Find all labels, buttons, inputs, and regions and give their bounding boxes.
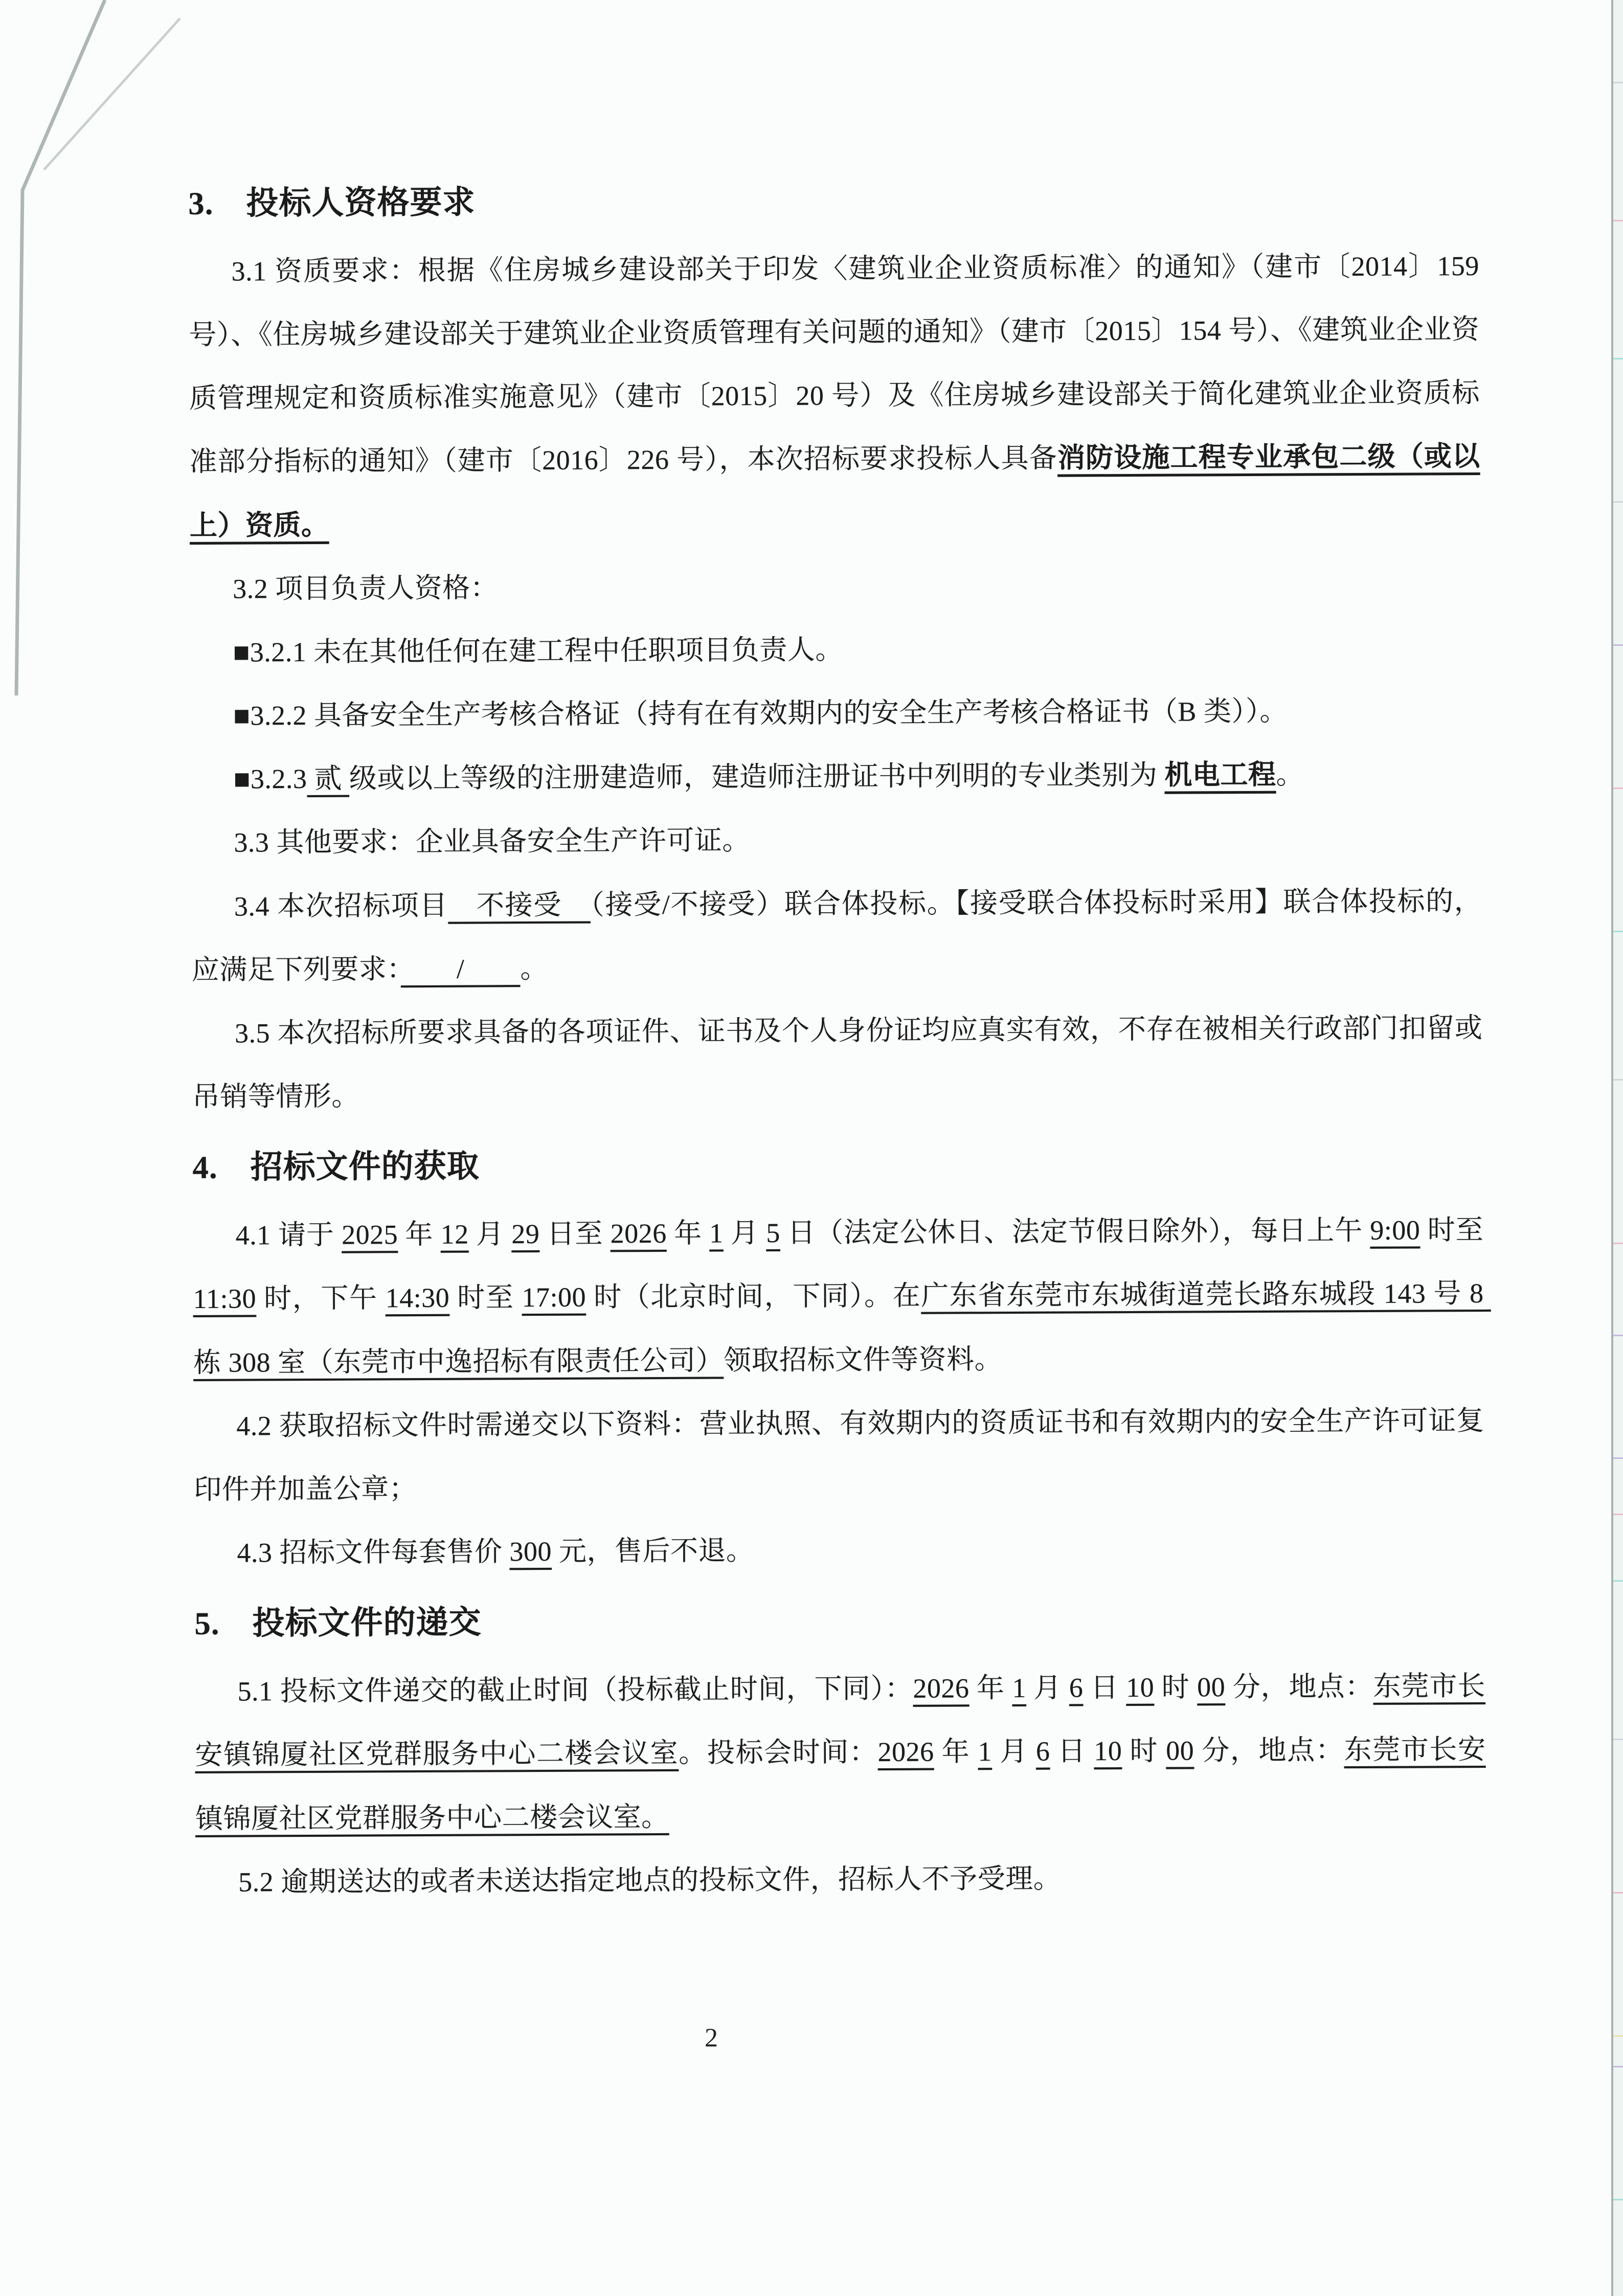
text-run: 日至 (539, 1218, 611, 1250)
text-run: 5.1 投标文件递交的截止时间（投标截止时间，下同）： (237, 1673, 913, 1707)
text-run: 东莞市长安镇锦厦社区党群服务中心二楼会议室。 (195, 1734, 1486, 1834)
ruled-line-artifact (1613, 1580, 1623, 1582)
text-run: 10 (1126, 1672, 1155, 1703)
text-run: 时 (1122, 1736, 1166, 1767)
text-run: 3.3 其他要求：企业具备安全生产许可证。 (234, 825, 750, 859)
clause-4-3 (194, 1516, 1485, 1585)
ruled-line-artifact (1613, 931, 1623, 932)
text-run: ■3.2.2 具备安全生产考核合格证（持有在有效期内的安全生产考核合格证书（B 类））。 (233, 695, 1288, 731)
ruled-line-artifact (1613, 644, 1623, 646)
ruled-line-artifact (1613, 1514, 1623, 1515)
text-run: 领取招标文件等资料。 (723, 1343, 1003, 1376)
section-4-heading (192, 1136, 1483, 1194)
text-run: 4.1 请于 (235, 1219, 342, 1251)
text-run: 5 (766, 1218, 780, 1249)
text-run: 3. 投标人资格要求 (188, 184, 476, 221)
clause-5-2 (195, 1845, 1486, 1914)
text-run: 。 (520, 953, 548, 984)
text-run: 4.2 获取招标文件时需递交以下资料：营业执照、有效期内的资质证书和有效期内的安全生产许可证复印件并加盖公章； (194, 1405, 1484, 1505)
ruled-line-artifact (1613, 1335, 1623, 1336)
ruled-line-artifact (1613, 501, 1623, 503)
text-run: 300 (509, 1536, 552, 1567)
clause-3-5 (192, 996, 1483, 1129)
text-run: 1 (709, 1218, 724, 1249)
text-run: 东莞市长安镇锦厦社区党群服务中心二楼会议室 (195, 1671, 1486, 1771)
document-body (188, 172, 1491, 1914)
text-run: 6 (1069, 1672, 1084, 1703)
text-run: 。投标会时间： (679, 1737, 878, 1769)
text-run: 时，下午 (256, 1282, 386, 1314)
section-3-heading (188, 172, 1479, 230)
text-run: 5. 投标文件的递交 (194, 1604, 482, 1642)
text-run: 月 (991, 1736, 1036, 1767)
text-run: 分，地点： (1194, 1735, 1344, 1766)
text-run: 12 (440, 1219, 469, 1250)
ruled-line-artifact (1613, 2066, 1623, 2067)
ruled-line-artifact (1613, 2199, 1623, 2200)
clause-3-2-3 (191, 742, 1482, 811)
text-run: 00 (1197, 1672, 1226, 1703)
clause-3-3 (191, 805, 1482, 874)
text-run: 3.5 本次招标所要求具备的各项证件、证书及个人身份证均应真实有效，不存在被相关行政部门扣留或吊销等情形。 (192, 1012, 1483, 1113)
ruled-line-artifact (1613, 82, 1623, 83)
text-run: 年 (397, 1219, 441, 1250)
text-run: 1 (1012, 1673, 1027, 1704)
text-run: 月 (468, 1219, 512, 1250)
clause-3-2 (190, 552, 1481, 621)
text-run: 1 (978, 1736, 993, 1767)
text-run: 日 (1050, 1736, 1094, 1767)
text-run: 元，售后不退。 (551, 1535, 754, 1567)
text-run: 11:30 (193, 1283, 257, 1315)
text-run: 29 (511, 1219, 540, 1250)
text-run: 2026 (610, 1218, 667, 1249)
text-run: ■3.2.1 未在其他任何在建工程中任职项目负责人。 (233, 634, 843, 668)
text-run: （接受/不接受）联合体投标。【接受联合体投标时采用】联合体投标的，应满足下列要求： (191, 885, 1482, 985)
clause-3-2-1 (190, 615, 1481, 684)
clause-4-1 (193, 1198, 1491, 1394)
text-run: 日 (1083, 1672, 1126, 1703)
clause-3-1 (189, 234, 1486, 557)
text-run: 10 (1094, 1736, 1122, 1767)
text-run: 00 (1166, 1735, 1194, 1767)
text-run: 5.2 逾期送达的或者未送达指定地点的投标文件，招标人不予受理。 (238, 1863, 1062, 1898)
text-run: 时至 (449, 1282, 522, 1314)
text-run: 消防设施工程专业承包二级（或以上）资质。 (189, 441, 1480, 541)
text-run: 分，地点： (1225, 1671, 1373, 1703)
scan-page-edge-artifact (1611, 0, 1623, 2296)
ruled-line-artifact (1613, 1892, 1623, 1894)
text-run: 月 (1026, 1672, 1069, 1704)
text-run: ■3.2.3 (233, 763, 307, 795)
text-run: 年 (934, 1736, 978, 1767)
clause-4-2 (193, 1389, 1484, 1521)
text-run: 年 (666, 1218, 710, 1249)
text-run: 。 (1276, 759, 1304, 791)
text-run: 3.1 资质要求：根据《住房城乡建设部关于印发〈建筑业企业资质标准〉的通知》（建市〔2014〕159 号）、《住房城乡建设部关于建筑业企业资质管理有关问题的通知》（建市〔2015〕154 号）、《建筑业企业资质管理规定和资质标准实施意见》（建市〔2015〕20 号）及《住房城乡建设部关于简化建筑业企业资质标准部分指标的通知》（建市〔2016〕226 号），本次招标要求投标人具备 (189, 250, 1486, 478)
text-run: 9:00 (1370, 1214, 1421, 1246)
clause-3-4 (191, 869, 1482, 1002)
text-run: 日（法定公休日、法定节假日除外），每日上午 (780, 1215, 1370, 1249)
text-run: 贰 (307, 763, 350, 795)
text-run: 17:00 (522, 1282, 587, 1313)
text-run: 年 (969, 1673, 1012, 1704)
page-number: 2 (705, 2023, 718, 2053)
text-run: 2026 (877, 1736, 934, 1768)
clause-5-1 (195, 1654, 1486, 1851)
ruled-line-artifact (1613, 1243, 1623, 1244)
text-run: 机电工程 (1164, 759, 1276, 791)
text-run: 3.2 项目负责人资格： (233, 572, 499, 604)
ruled-line-artifact (1613, 1739, 1623, 1740)
text-run: 4.3 招标文件每套售价 (237, 1536, 510, 1568)
text-run: 时至 (1420, 1214, 1491, 1246)
page-corner-fold-icon (0, 0, 205, 716)
ruled-line-artifact (1613, 787, 1623, 789)
text-run: 2025 (341, 1219, 398, 1250)
ruled-line-artifact (1613, 2035, 1623, 2037)
ruled-line-artifact (1613, 358, 1623, 359)
text-run: 时 (1154, 1672, 1198, 1703)
text-run: 6 (1035, 1736, 1050, 1767)
text-run: 广东省东莞市东城街道莞长路东城段 143 号 8 栋 308 室（东莞市中逸招标有限责任公司） (193, 1278, 1491, 1378)
text-run: 4. 招标文件的获取 (192, 1148, 480, 1186)
text-run: 不接受 (448, 889, 591, 921)
text-run: 2026 (913, 1673, 970, 1704)
text-run: 3.4 本次招标项目 (234, 890, 448, 922)
text-run: / (400, 953, 521, 985)
section-5-heading (194, 1592, 1485, 1650)
ruled-line-artifact (1613, 220, 1623, 221)
text-run: 月 (723, 1218, 767, 1249)
text-run: 14:30 (385, 1282, 450, 1314)
text-run: 级或以上等级的注册建造师，建造师注册证书中列明的专业类别为 (349, 759, 1165, 794)
text-run: 时（北京时间，下同）。在 (585, 1280, 921, 1313)
ruled-line-artifact (1613, 1079, 1623, 1081)
clause-3-2-2 (190, 679, 1481, 748)
ruled-line-artifact (1613, 1457, 1623, 1459)
